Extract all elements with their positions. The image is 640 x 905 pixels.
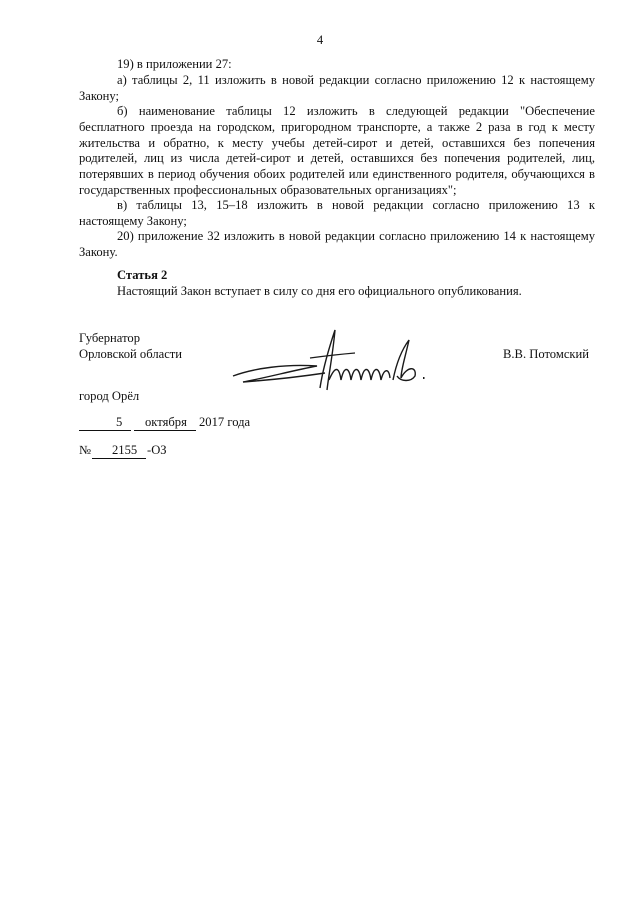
law-number-underline — [92, 458, 146, 459]
item-19-intro: 19) в приложении 27: — [117, 57, 232, 71]
signer-position-line-2: Орловской области — [79, 347, 183, 361]
article-2-text: Настоящий Закон вступает в силу со дня его официального опубликования. — [117, 284, 522, 298]
article-2-heading: Статья 2 — [117, 268, 168, 282]
date-day: 5 — [116, 415, 123, 429]
date-month: октября — [145, 415, 187, 429]
item-a: а) таблицы 2, 11 изложить в новой редакции согласно приложению 12 к настоящему Закону; — [79, 73, 595, 103]
date-year: 2017 года — [199, 415, 251, 429]
signer-name: В.В. Потомский — [503, 347, 590, 361]
item-b: б) наименование таблицы 12 изложить в следующей редакции "Обеспечение бесплатного проезда на городском, пригородном транспорте, а также 2 раза в год к месту жительства и обратно, к месту учебы детей-сирот и детей, оставшихся без попечения родителей, лиц из числа детей-сирот и детей, оставшихся без попечения родителей, лиц, потерявших в период обучения обоих родителей или единственного родителя, обучающихся в государственных профессиональных образовательных организациях"; — [79, 104, 595, 197]
date-month-underline — [134, 430, 196, 431]
page-number: 4 — [316, 33, 324, 47]
date-day-underline — [79, 430, 131, 431]
law-number: 2155 — [112, 443, 138, 457]
handwritten-signature — [225, 318, 445, 398]
signer-position-line-1: Губернатор — [79, 331, 140, 345]
law-number-prefix: № — [79, 443, 92, 457]
city: город Орёл — [79, 389, 140, 403]
item-v: в) таблицы 13, 15–18 изложить в новой редакции согласно приложению 13 к настоящему Закону; — [79, 198, 595, 228]
item-20: 20) приложение 32 изложить в новой редакции согласно приложению 14 к настоящему Закону. — [79, 229, 595, 259]
law-number-suffix: -ОЗ — [147, 443, 167, 457]
